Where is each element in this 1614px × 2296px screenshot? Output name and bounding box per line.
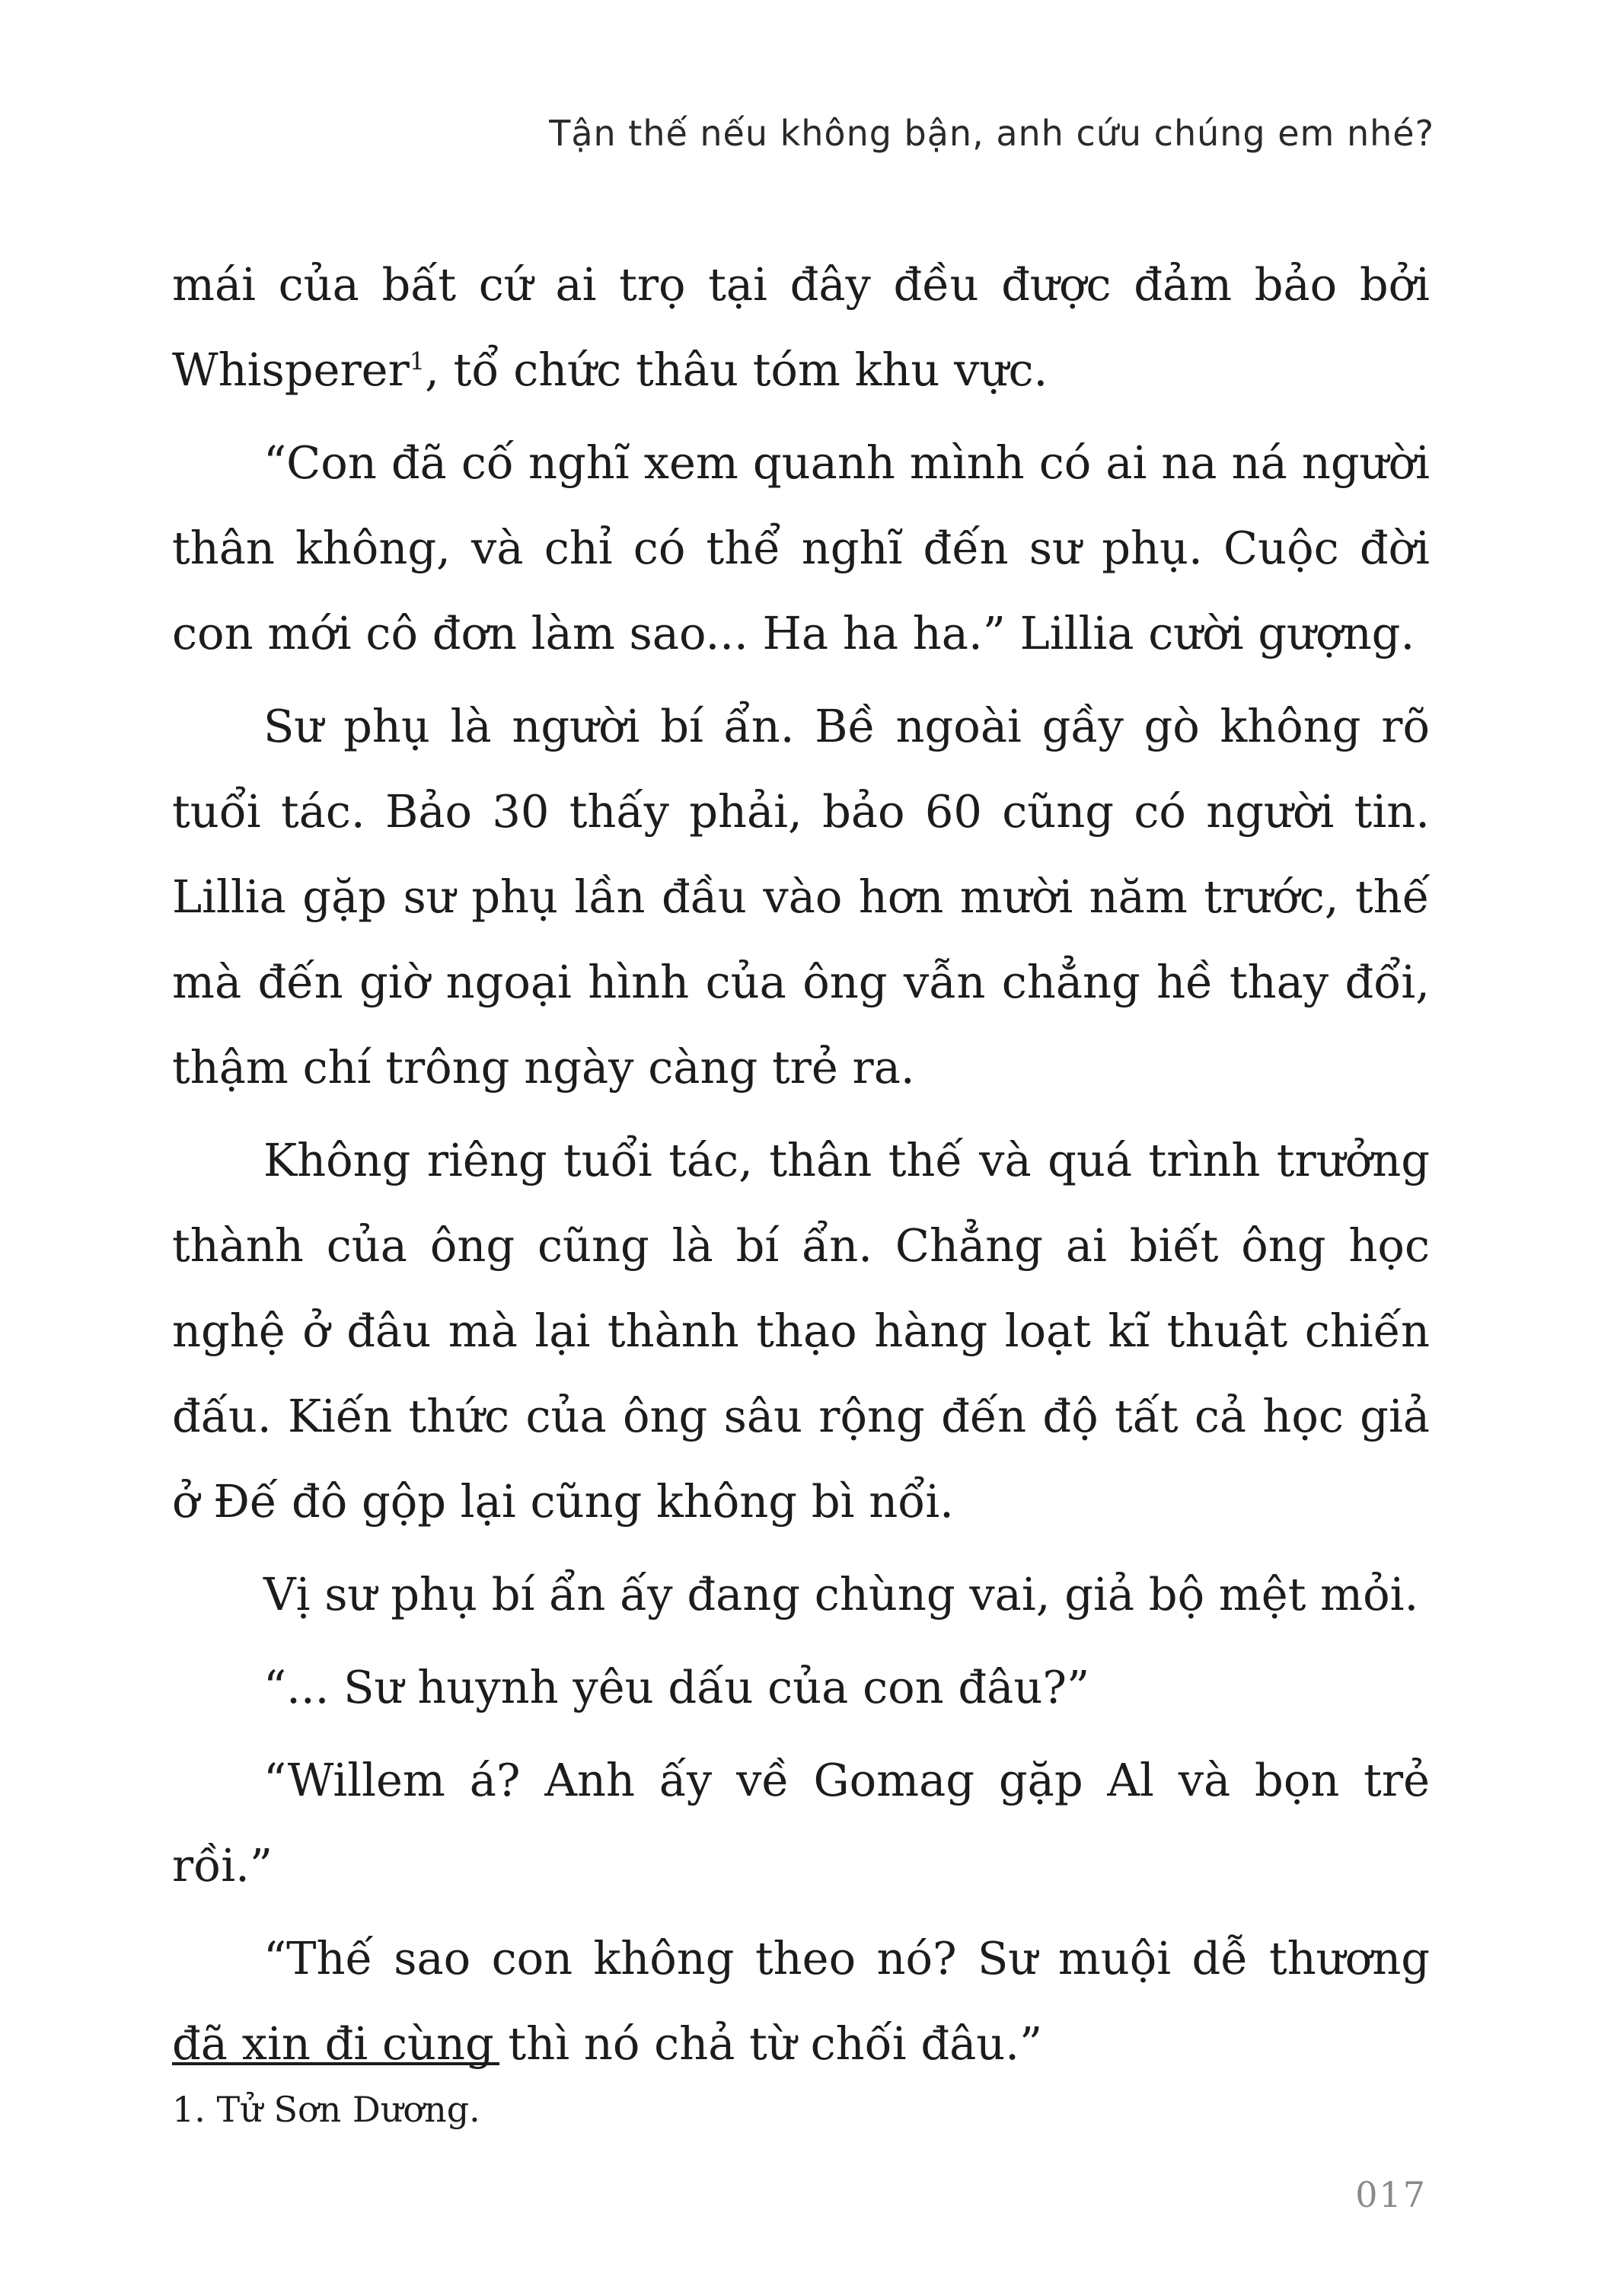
running-header: Tận thế nếu không bận, anh cứu chúng em nhé? (549, 113, 1434, 154)
paragraph: “Willem á? Anh ấy về Gomag gặp Al và bọn trẻ rồi.” (172, 1754, 1430, 1892)
paragraph: “Thế sao con không theo nó? Sư muội dễ thương đã xin đi cùng thì nó chả từ chối đâu.” (172, 1932, 1430, 2070)
paragraph-text: mái của bất cứ ai trọ tại đây đều được đảm bảo bởi Whisperer (172, 258, 1430, 396)
paragraph-continued (172, 242, 1430, 413)
page-number: 017 (1355, 2174, 1427, 2215)
paragraph: “Con đã cố nghĩ xem quanh mình có ai na ná người thân không, và chỉ có thể nghĩ đến sư phụ. Cuộc đời con mới cô đơn làm sao... Ha ha ha.” Lillia cười gượng. (172, 436, 1430, 659)
paragraph: Sư phụ là người bí ẩn. Bề ngoài gầy gò không rõ tuổi tác. Bảo 30 thấy phải, bảo 60 cũng có người tin. Lillia gặp sư phụ lần đầu vào hơn mười năm trước, thế mà đến giờ ngoại hình của ông vẫn chẳng hề thay đổi, thậm chí trông ngày càng trẻ ra. (172, 700, 1430, 1094)
paragraph: Không riêng tuổi tác, thân thế và quá trình trưởng thành của ông cũng là bí ẩn. Chẳng ai biết ông học nghệ ở đâu mà lại thành thạo hàng loạt kĩ thuật chiến đấu. Kiến thức của ông sâu rộng đến độ tất cả học giả ở Đế đô gộp lại cũng không bì nổi. (172, 1134, 1430, 1528)
paragraph: “... Sư huynh yêu dấu của con đâu?” (263, 1661, 1090, 1713)
paragraph-text-continued: , tổ chức thâu tóm khu vực. (425, 343, 1048, 396)
paragraph: Vị sư phụ bí ẩn ấy đang chùng vai, giả bộ mệt mỏi. (263, 1568, 1419, 1621)
footnote-marker: 1 (409, 346, 426, 376)
footnote: 1. Tử Sơn Dương. (172, 2089, 480, 2130)
body-text (172, 242, 1430, 2094)
footnote-divider (172, 2062, 499, 2065)
